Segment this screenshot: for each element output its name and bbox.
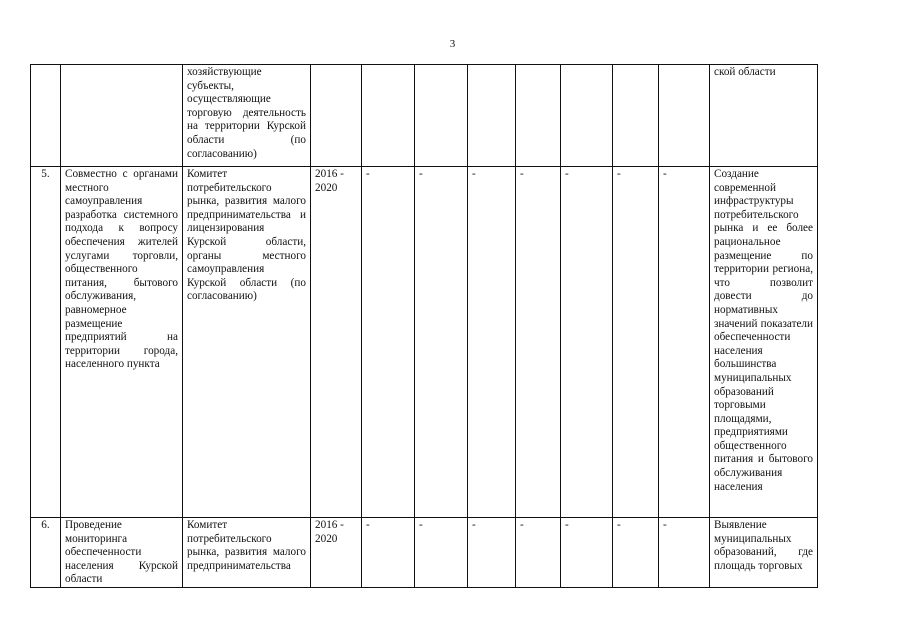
cell-activity: Проведение мониторинга обеспеченности населения Курской области [61, 518, 183, 588]
cell-value: - [659, 518, 710, 588]
cell-result: Создание современной инфраструктуры потребительского рынка и ее более рациональное размещение по территории региона, что позволит довести до нормативных значений показатели обеспеченности населения большинства муниципальных образований торговыми площадями, предприятиями общественного питания и бытового обслуживания населения [710, 167, 818, 518]
cell-value [415, 65, 468, 167]
cell-period: 2016 - 2020 [311, 167, 362, 518]
cell-value: - [516, 167, 561, 518]
cell-value: - [659, 167, 710, 518]
cell-value: - [561, 167, 613, 518]
cell-num: 5. [31, 167, 61, 518]
cell-value [561, 65, 613, 167]
cell-value [468, 65, 516, 167]
cell-value [613, 65, 659, 167]
cell-activity [61, 65, 183, 167]
cell-value [516, 65, 561, 167]
cell-value: - [613, 518, 659, 588]
cell-responsible: Комитет потребительского рынка, развития малого предпринимательства [183, 518, 311, 588]
cell-num [31, 65, 61, 167]
table-row [31, 518, 818, 588]
cell-result: ской области [710, 65, 818, 167]
cell-value: - [362, 167, 415, 518]
cell-activity: Совместно с органами местного самоуправления разработка системного подхода к вопросу обеспечения жителей услугами торговли, общественного питания, бытового обслуживания, равномерное размещение предприятий на территории города, населенного пункта [61, 167, 183, 518]
cell-responsible: хозяйствующие субъекты, осуществляющие торговую деятельность на территории Курской области (по согласованию) [183, 65, 311, 167]
cell-period [311, 65, 362, 167]
cell-num: 6. [31, 518, 61, 588]
cell-value: - [561, 518, 613, 588]
cell-result: Выявление муниципальных образований, где площадь торговых [710, 518, 818, 588]
cell-value [362, 65, 415, 167]
cell-responsible: Комитет потребительского рынка, развития малого предпринимательства и лицензирования Курской области, органы местного самоуправления Курской области (по согласованию) [183, 167, 311, 518]
program-table [30, 64, 818, 588]
cell-value: - [415, 518, 468, 588]
cell-value: - [415, 167, 468, 518]
cell-value: - [468, 167, 516, 518]
cell-value: - [468, 518, 516, 588]
cell-period: 2016 - 2020 [311, 518, 362, 588]
cell-value: - [362, 518, 415, 588]
page-number: 3 [449, 38, 456, 50]
cell-value: - [516, 518, 561, 588]
cell-value: - [613, 167, 659, 518]
table-row-continuation [31, 65, 818, 167]
table-row [31, 167, 818, 518]
cell-value [659, 65, 710, 167]
